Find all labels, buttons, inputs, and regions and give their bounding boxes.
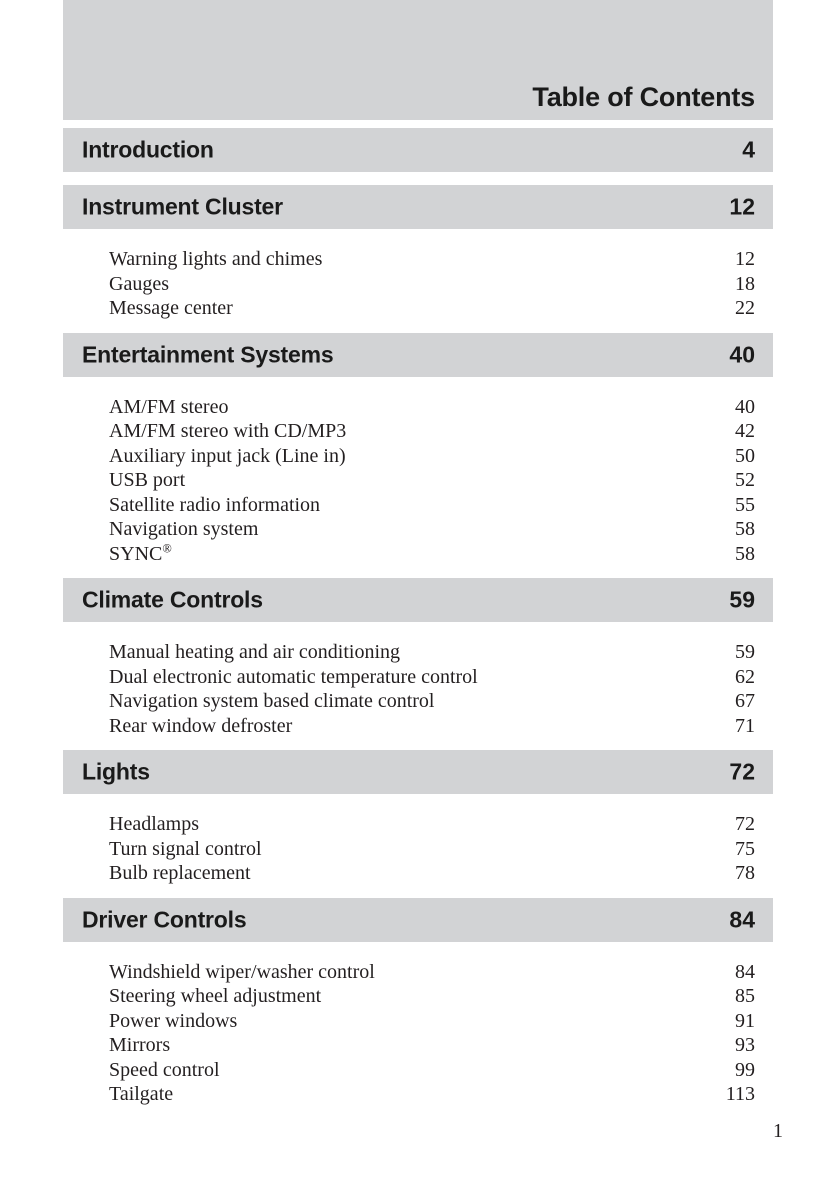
toc-entry-page-number: 113 bbox=[725, 1083, 755, 1105]
toc-entry[interactable] bbox=[63, 1058, 773, 1083]
toc-entry[interactable] bbox=[63, 1009, 773, 1034]
toc-entry-label bbox=[109, 542, 172, 567]
toc-section-header[interactable] bbox=[63, 128, 773, 172]
toc-entry-page-number: 52 bbox=[735, 469, 755, 491]
footer-page-number: 1 bbox=[773, 1120, 783, 1142]
toc-entry-page-number: 71 bbox=[735, 714, 755, 737]
toc-entry-label: Mirrors bbox=[109, 1034, 171, 1056]
toc-entry-page-number: 40 bbox=[735, 395, 755, 418]
toc-entry-page-number: 99 bbox=[735, 1058, 755, 1081]
toc-entry[interactable] bbox=[63, 444, 773, 469]
toc-entry[interactable] bbox=[63, 517, 773, 542]
toc-entry[interactable] bbox=[63, 1082, 773, 1107]
toc-entry-label: Warning lights and chimes bbox=[109, 248, 323, 270]
toc-entry-page-number: 85 bbox=[735, 985, 755, 1007]
toc-section-title: Entertainment Systems bbox=[82, 341, 334, 367]
toc-entry-list bbox=[63, 237, 773, 333]
toc-entry[interactable] bbox=[63, 714, 773, 739]
toc-entry-page-number: 18 bbox=[735, 272, 755, 295]
toc-section-title: Climate Controls bbox=[82, 586, 263, 613]
toc-entry[interactable] bbox=[63, 247, 773, 272]
toc-entry-list bbox=[63, 950, 773, 1119]
toc-entry-page-number: 91 bbox=[735, 1009, 755, 1032]
toc-entry-page-number: 12 bbox=[735, 248, 755, 270]
toc-entry-label: Bulb replacement bbox=[109, 862, 251, 884]
toc-entry-label: Windshield wiper/washer control bbox=[109, 960, 375, 983]
toc-entry-label: Steering wheel adjustment bbox=[109, 985, 322, 1007]
toc-entry-label: Rear window defroster bbox=[109, 714, 293, 737]
toc-entry[interactable] bbox=[63, 468, 773, 493]
toc-entry-page-number: 58 bbox=[735, 542, 755, 565]
toc-entry-page-number: 78 bbox=[735, 862, 755, 884]
toc-entry-label: Navigation system bbox=[109, 518, 259, 540]
toc-entry[interactable] bbox=[63, 861, 773, 886]
toc-entry[interactable] bbox=[63, 296, 773, 321]
registered-trademark-icon: ® bbox=[162, 540, 172, 555]
toc-entry-label-text: SYNC bbox=[109, 542, 163, 565]
toc-entry[interactable] bbox=[63, 812, 773, 837]
toc-entry-page-number: 62 bbox=[735, 665, 755, 688]
toc-section-page-number: 72 bbox=[729, 758, 755, 785]
toc-section-title: Driver Controls bbox=[82, 906, 247, 932]
toc-entry-label: Satellite radio information bbox=[109, 493, 321, 516]
toc-entry[interactable] bbox=[63, 640, 773, 665]
toc-entry-page-number: 67 bbox=[735, 690, 755, 712]
toc-entry-label: Tailgate bbox=[109, 1083, 174, 1105]
page-header-banner bbox=[63, 0, 773, 120]
toc-entry[interactable] bbox=[63, 837, 773, 862]
toc-section-header[interactable] bbox=[63, 898, 773, 942]
toc-section-title: Instrument Cluster bbox=[82, 193, 283, 220]
toc-entry-label: Speed control bbox=[109, 1058, 220, 1081]
toc-section-title: Lights bbox=[82, 758, 150, 785]
toc-entry-page-number: 93 bbox=[735, 1034, 755, 1056]
toc-entry-label: USB port bbox=[109, 469, 186, 491]
toc-section-page-number: 12 bbox=[729, 193, 755, 220]
toc-entry[interactable] bbox=[63, 493, 773, 518]
toc-entry[interactable] bbox=[63, 689, 773, 714]
toc-entry-label: Manual heating and air conditioning bbox=[109, 641, 401, 663]
toc-entry-label: Headlamps bbox=[109, 813, 199, 835]
toc-section-page-number: 84 bbox=[729, 906, 755, 932]
toc-entry-list bbox=[63, 385, 773, 579]
toc-entry-label: Message center bbox=[109, 297, 233, 319]
toc-entry-page-number: 22 bbox=[735, 297, 755, 319]
toc-section-header[interactable] bbox=[63, 333, 773, 377]
toc-entry-page-number: 72 bbox=[735, 813, 755, 835]
toc-entry-label: AM/FM stereo with CD/MP3 bbox=[109, 420, 347, 442]
toc-section-page-number: 4 bbox=[742, 136, 755, 163]
toc-entry[interactable] bbox=[63, 272, 773, 297]
toc-entry-page-number: 55 bbox=[735, 493, 755, 516]
toc-entry-page-number: 59 bbox=[735, 641, 755, 663]
toc-entry[interactable] bbox=[63, 542, 773, 567]
toc-entry-page-number: 42 bbox=[735, 420, 755, 442]
toc-entry[interactable] bbox=[63, 395, 773, 420]
toc-section-header[interactable] bbox=[63, 185, 773, 229]
toc-entry[interactable] bbox=[63, 419, 773, 444]
toc-section-header[interactable] bbox=[63, 750, 773, 794]
toc-entry-page-number: 84 bbox=[735, 960, 755, 983]
toc-entry[interactable] bbox=[63, 960, 773, 985]
toc-entry-list bbox=[63, 802, 773, 898]
toc-section-page-number: 59 bbox=[729, 586, 755, 613]
toc-entry-label: Auxiliary input jack (Line in) bbox=[109, 444, 346, 467]
toc-entry-label: Navigation system based climate control bbox=[109, 690, 435, 712]
toc-entry[interactable] bbox=[63, 984, 773, 1009]
toc-entry-page-number: 75 bbox=[735, 837, 755, 860]
toc-section-header[interactable] bbox=[63, 578, 773, 622]
toc-entry[interactable] bbox=[63, 1033, 773, 1058]
toc-entry-page-number: 58 bbox=[735, 518, 755, 540]
toc-entry-label: Dual electronic automatic temperature control bbox=[109, 665, 478, 688]
toc-entry-page-number: 50 bbox=[735, 444, 755, 467]
toc-section-list bbox=[63, 128, 773, 1119]
toc-section-title: Introduction bbox=[82, 136, 214, 163]
toc-entry-list bbox=[63, 630, 773, 750]
toc-entry-label: AM/FM stereo bbox=[109, 395, 229, 418]
page-title: Table of Contents bbox=[532, 82, 755, 112]
toc-entry[interactable] bbox=[63, 665, 773, 690]
toc-entry-label: Gauges bbox=[109, 272, 169, 295]
toc-entry-label: Turn signal control bbox=[109, 837, 262, 860]
toc-entry-label: Power windows bbox=[109, 1009, 238, 1032]
toc-section-page-number: 40 bbox=[729, 341, 755, 367]
